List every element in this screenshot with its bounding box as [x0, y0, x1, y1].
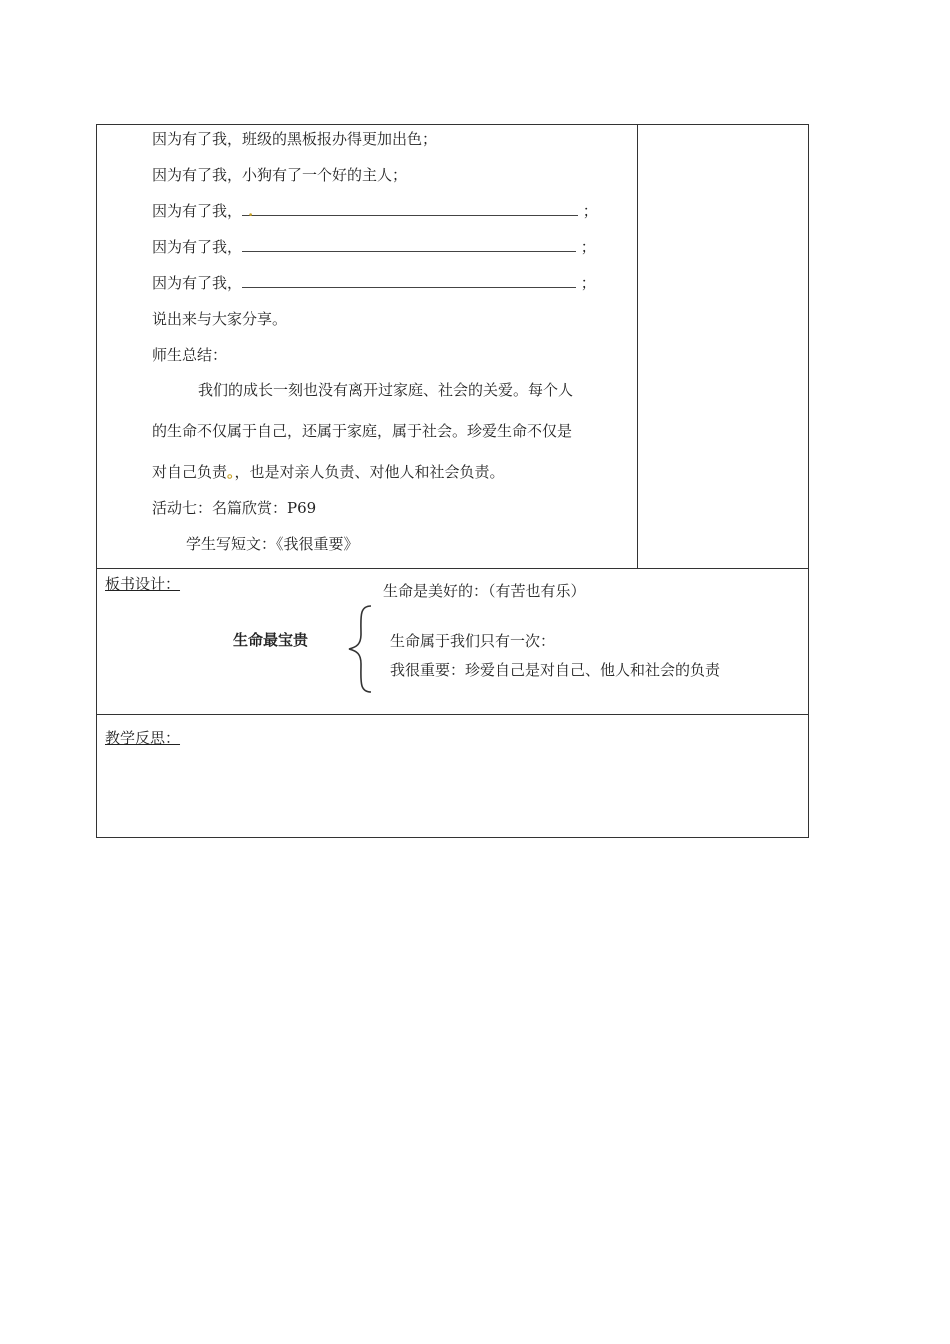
board-branch-3: 我很重要：珍爱自己是对自己、他人和社会的负责 — [390, 661, 721, 679]
summary-paragraph-1: 我们的成长一刻也没有离开过家庭、社会的关爱。每个人 — [198, 381, 574, 399]
line-puppy: 因为有了我，小狗有了一个好的主人； — [152, 166, 408, 184]
blank-line[interactable] — [242, 237, 576, 252]
line-blackboard: 因为有了我，班级的黑板报办得更加出色； — [152, 130, 438, 148]
share-line: 说出来与大家分享。 — [152, 310, 288, 328]
row-divider-reflection — [96, 714, 809, 715]
blank-line[interactable]: . — [242, 201, 578, 216]
blank-end: ； — [580, 274, 596, 292]
blank-prefix: 因为有了我， — [152, 274, 243, 292]
board-branch-2: 生命属于我们只有一次： — [390, 632, 556, 650]
board-branch-1: 生命是美好的：（有苦也有乐） — [383, 582, 586, 600]
column-divider — [637, 124, 638, 569]
blank-line[interactable] — [242, 273, 576, 288]
teaching-reflection-label: 教学反思： — [105, 729, 181, 747]
blank-end: ； — [582, 202, 598, 220]
board-main-title: 生命最宝贵 — [233, 631, 309, 649]
summary-label: 师生总结： — [152, 346, 228, 364]
summary-text-a: 对自己负责 — [152, 463, 228, 481]
summary-text-b: ，也是对亲人负责、对他人和社会负责。 — [234, 463, 505, 481]
curly-brace-icon — [345, 604, 375, 694]
highlight-mark: 。 — [227, 463, 235, 481]
row-divider-board — [96, 568, 809, 569]
essay-task: 学生写短文：《我很重要》 — [186, 535, 359, 553]
fill-blank-1 — [152, 201, 598, 221]
board-design-label: 板书设计： — [105, 575, 181, 593]
summary-paragraph-2: 的生命不仅属于自己，还属于家庭，属于社会。珍爱生命不仅是 — [152, 422, 573, 440]
blank-prefix: 因为有了我， — [152, 202, 243, 220]
fill-blank-3 — [152, 273, 596, 293]
activity-7: 活动七：名篇欣赏：P69 — [152, 499, 317, 517]
summary-paragraph-3 — [152, 462, 505, 482]
blank-end: ； — [580, 238, 596, 256]
fill-blank-2 — [152, 237, 596, 257]
blank-prefix: 因为有了我， — [152, 238, 243, 256]
